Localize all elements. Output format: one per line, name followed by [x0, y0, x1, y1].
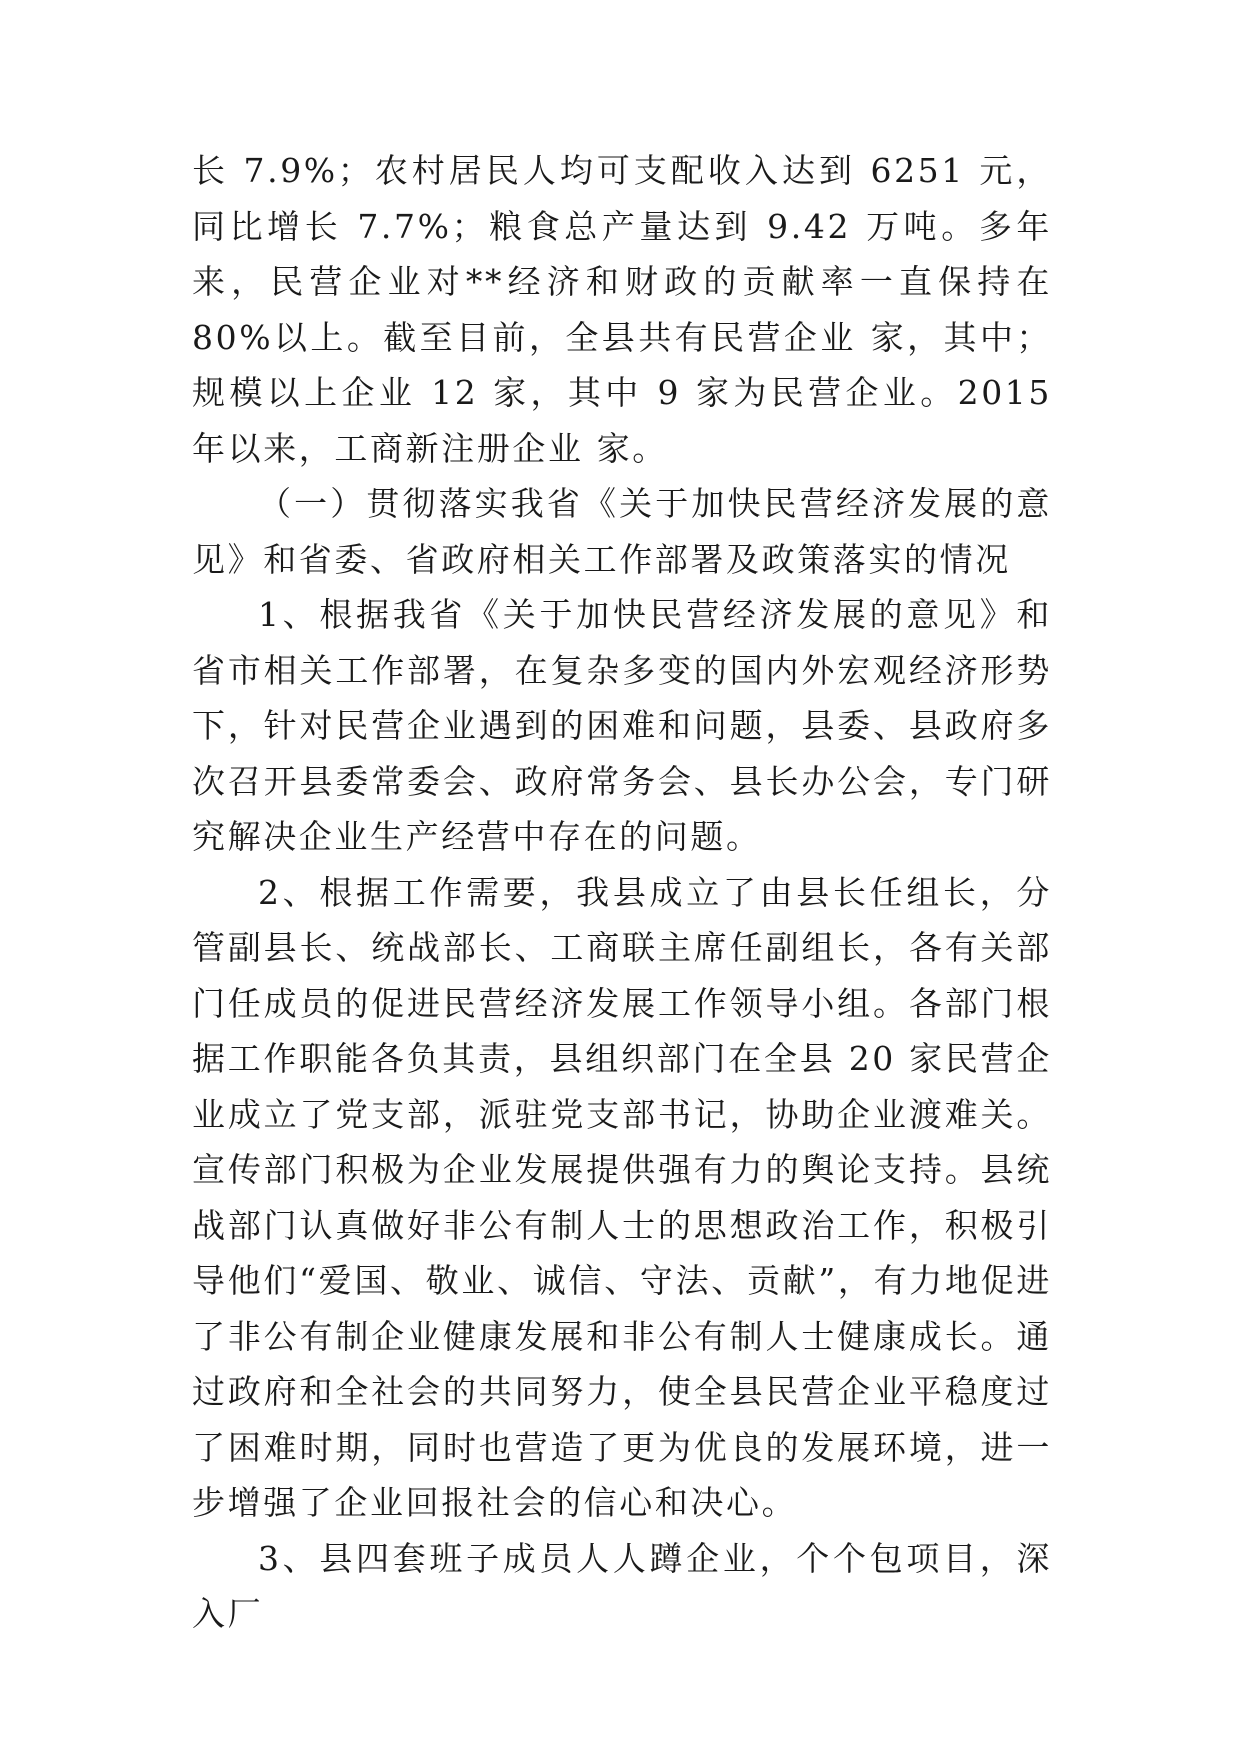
paragraph-item-3: 3、县四套班子成员人人蹲企业，个个包项目，深入厂: [192, 1538, 1052, 1633]
document-body: [192, 143, 1052, 1642]
section-heading-1: （一）贯彻落实我省《关于加快民营经济发展的意见》和省委、省政府相关工作部署及政策落实的情况: [192, 484, 1052, 579]
paragraph-1: 长 7.9%；农村居民人均可支配收入达到 6251 元，同比增长 7.7%；粮食总产量达到 9.42 万吨。多年来，民营企业对**经济和财政的贡献率一直保持在 80%以上。截至目前，全县共有民营企业 家，其中；规模以上企业 12 家，其中 9 家为民营企业。2015 年以来，工商新注册企业 家。: [192, 151, 1052, 468]
paragraph-item-1: 1、根据我省《关于加快民营经济发展的意见》和省市相关工作部署，在复杂多变的国内外宏观经济形势下，针对民营企业遇到的困难和问题，县委、县政府多次召开县委常委会、政府常务会、县长办公会，专门研究解决企业生产经营中存在的问题。: [192, 595, 1052, 856]
paragraph-item-2: 2、根据工作需要，我县成立了由县长任组长，分管副县长、统战部长、工商联主席任副组长，各有关部门任成员的促进民营经济发展工作领导小组。各部门根据工作职能各负其责，县组织部门在全县 20 家民营企业成立了党支部，派驻党支部书记，协助企业渡难关。宣传部门积极为企业发展提供强有力的舆论支持。县统战部门认真做好非公有制人士的思想政治工作，积极引导他们“爱国、敬业、诚信、守法、贡献”，有力地促进了非公有制企业健康发展和非公有制人士健康成长。通过政府和全社会的共同努力，使全县民营企业平稳度过了困难时期，同时也营造了更为优良的发展环境，进一步增强了企业回报社会的信心和决心。: [192, 872, 1052, 1522]
